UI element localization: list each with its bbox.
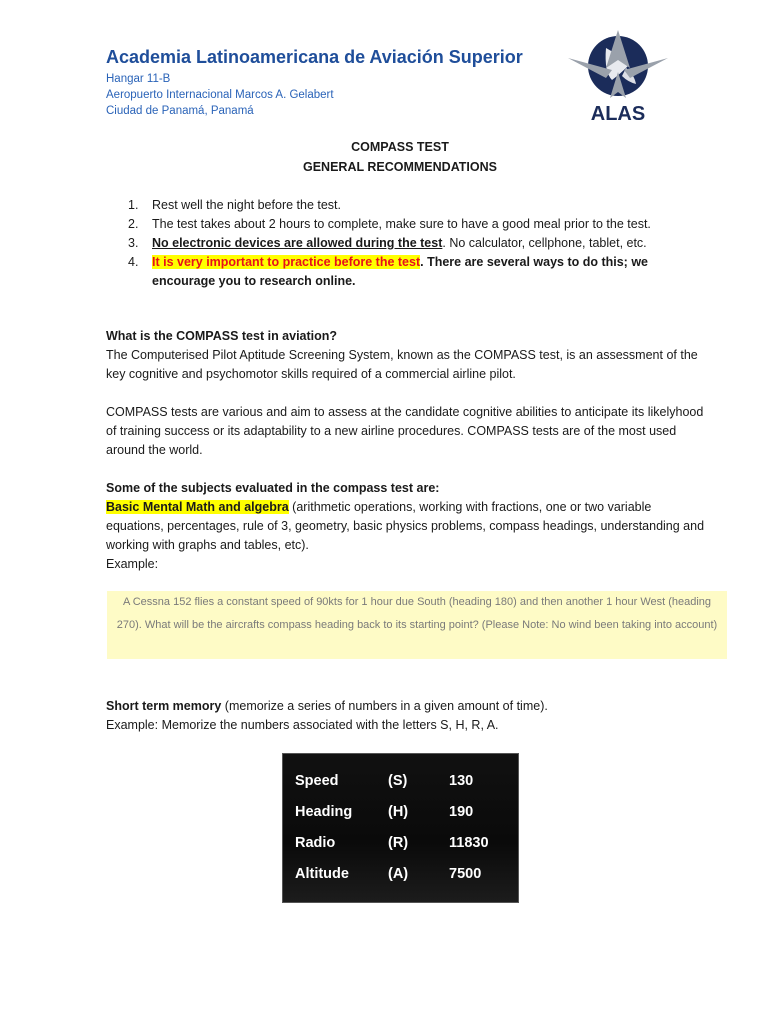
table-row (283, 835, 518, 857)
address-line-city: Ciudad de Panamá, Panamá (106, 105, 254, 117)
memory-label: Short term memory (106, 699, 222, 713)
table-row (283, 804, 518, 826)
memory-example: Example: Memorize the numbers associated with the letters S, H, R, A. (106, 718, 499, 732)
table-row (283, 866, 518, 888)
subjects-section (106, 479, 706, 574)
what-is-section (106, 327, 706, 460)
math-label: Basic Mental Math and algebra (106, 500, 289, 514)
section-heading: What is the COMPASS test in aviation? (106, 329, 338, 343)
row-code: (R) (388, 835, 409, 851)
row-code: (S) (388, 773, 408, 789)
list-item-text: Rest well the night before the test. (152, 198, 341, 212)
list-number: 2. (128, 217, 139, 231)
list-item (128, 253, 708, 291)
section-heading: Some of the subjects evaluated in the compass test are: (106, 481, 440, 495)
list-item (128, 215, 708, 234)
example-question-text: A Cessna 152 flies a constant speed of 90kts for 1 hour due South (heading 180) and then another 1 hour West (heading 270). What will be the aircrafts compass heading back to its starting point? (Please Note: No wind been taking into account) (116, 596, 718, 631)
list-item-text: The test takes about 2 hours to complete, make sure to have a good meal prior to the test. (152, 217, 651, 231)
memory-section (106, 697, 706, 735)
document-subtitle: GENERAL RECOMMENDATIONS (303, 160, 497, 174)
row-value: 130 (449, 773, 474, 789)
row-value: 190 (449, 804, 474, 820)
memory-description: (memorize a series of numbers in a given amount of time). (221, 699, 548, 713)
row-name: Altitude (295, 866, 349, 882)
address-line-airport: Aeropuerto Internacional Marcos A. Gelabert (106, 89, 334, 101)
document-title: COMPASS TEST (351, 140, 449, 154)
list-number: 1. (128, 198, 139, 212)
paragraph (106, 498, 706, 555)
row-code: (A) (388, 866, 409, 882)
address-line-hangar: Hangar 11-B (106, 73, 171, 85)
list-item (128, 234, 708, 253)
row-name: Heading (295, 804, 353, 820)
row-name: Speed (295, 773, 339, 789)
list-item (128, 196, 708, 215)
example-question-box (107, 591, 727, 659)
list-item-text: . There are several ways to do this; we encourage you to research online. (152, 255, 648, 288)
list-number: 3. (128, 236, 139, 250)
math-description: (arithmetic operations, working with fractions, one or two variable equations, percentages, rule of 3, geometry, basic physics problems, compass headings, understanding and working with graphs and tables, etc). (106, 500, 705, 552)
organization-name: Academia Latinoamericana de Aviación Superior (106, 47, 523, 67)
list-number: 4. (128, 255, 139, 269)
row-name: Radio (295, 835, 336, 851)
memory-table (282, 753, 519, 903)
table-row (283, 773, 518, 795)
paragraph (106, 697, 706, 716)
alas-logo-mark (566, 28, 670, 124)
list-item-text: . No calculator, cellphone, tablet, etc. (442, 236, 647, 250)
logo-text: ALAS (590, 103, 646, 124)
no-devices-warning: No electronic devices are allowed during the test (152, 236, 443, 250)
example-label: Example: (106, 557, 159, 571)
alas-logo (566, 28, 670, 124)
paragraph: COMPASS tests are various and aim to assess at the candidate cognitive abilities to anticipate its likelyhood of training success or its adaptability to a new airline procedures. COMPASS tests are of the most used around the world. (106, 405, 704, 457)
row-value: 11830 (449, 835, 489, 851)
row-code: (H) (388, 804, 409, 820)
recommendations-list (128, 196, 708, 291)
practice-highlight: It is very important to practice before the test (152, 255, 421, 269)
row-value: 7500 (449, 866, 482, 882)
paragraph: The Computerised Pilot Aptitude Screening System, known as the COMPASS test, is an assessment of the key cognitive and psychomotor skills required of a commercial airline pilot. (106, 348, 698, 381)
